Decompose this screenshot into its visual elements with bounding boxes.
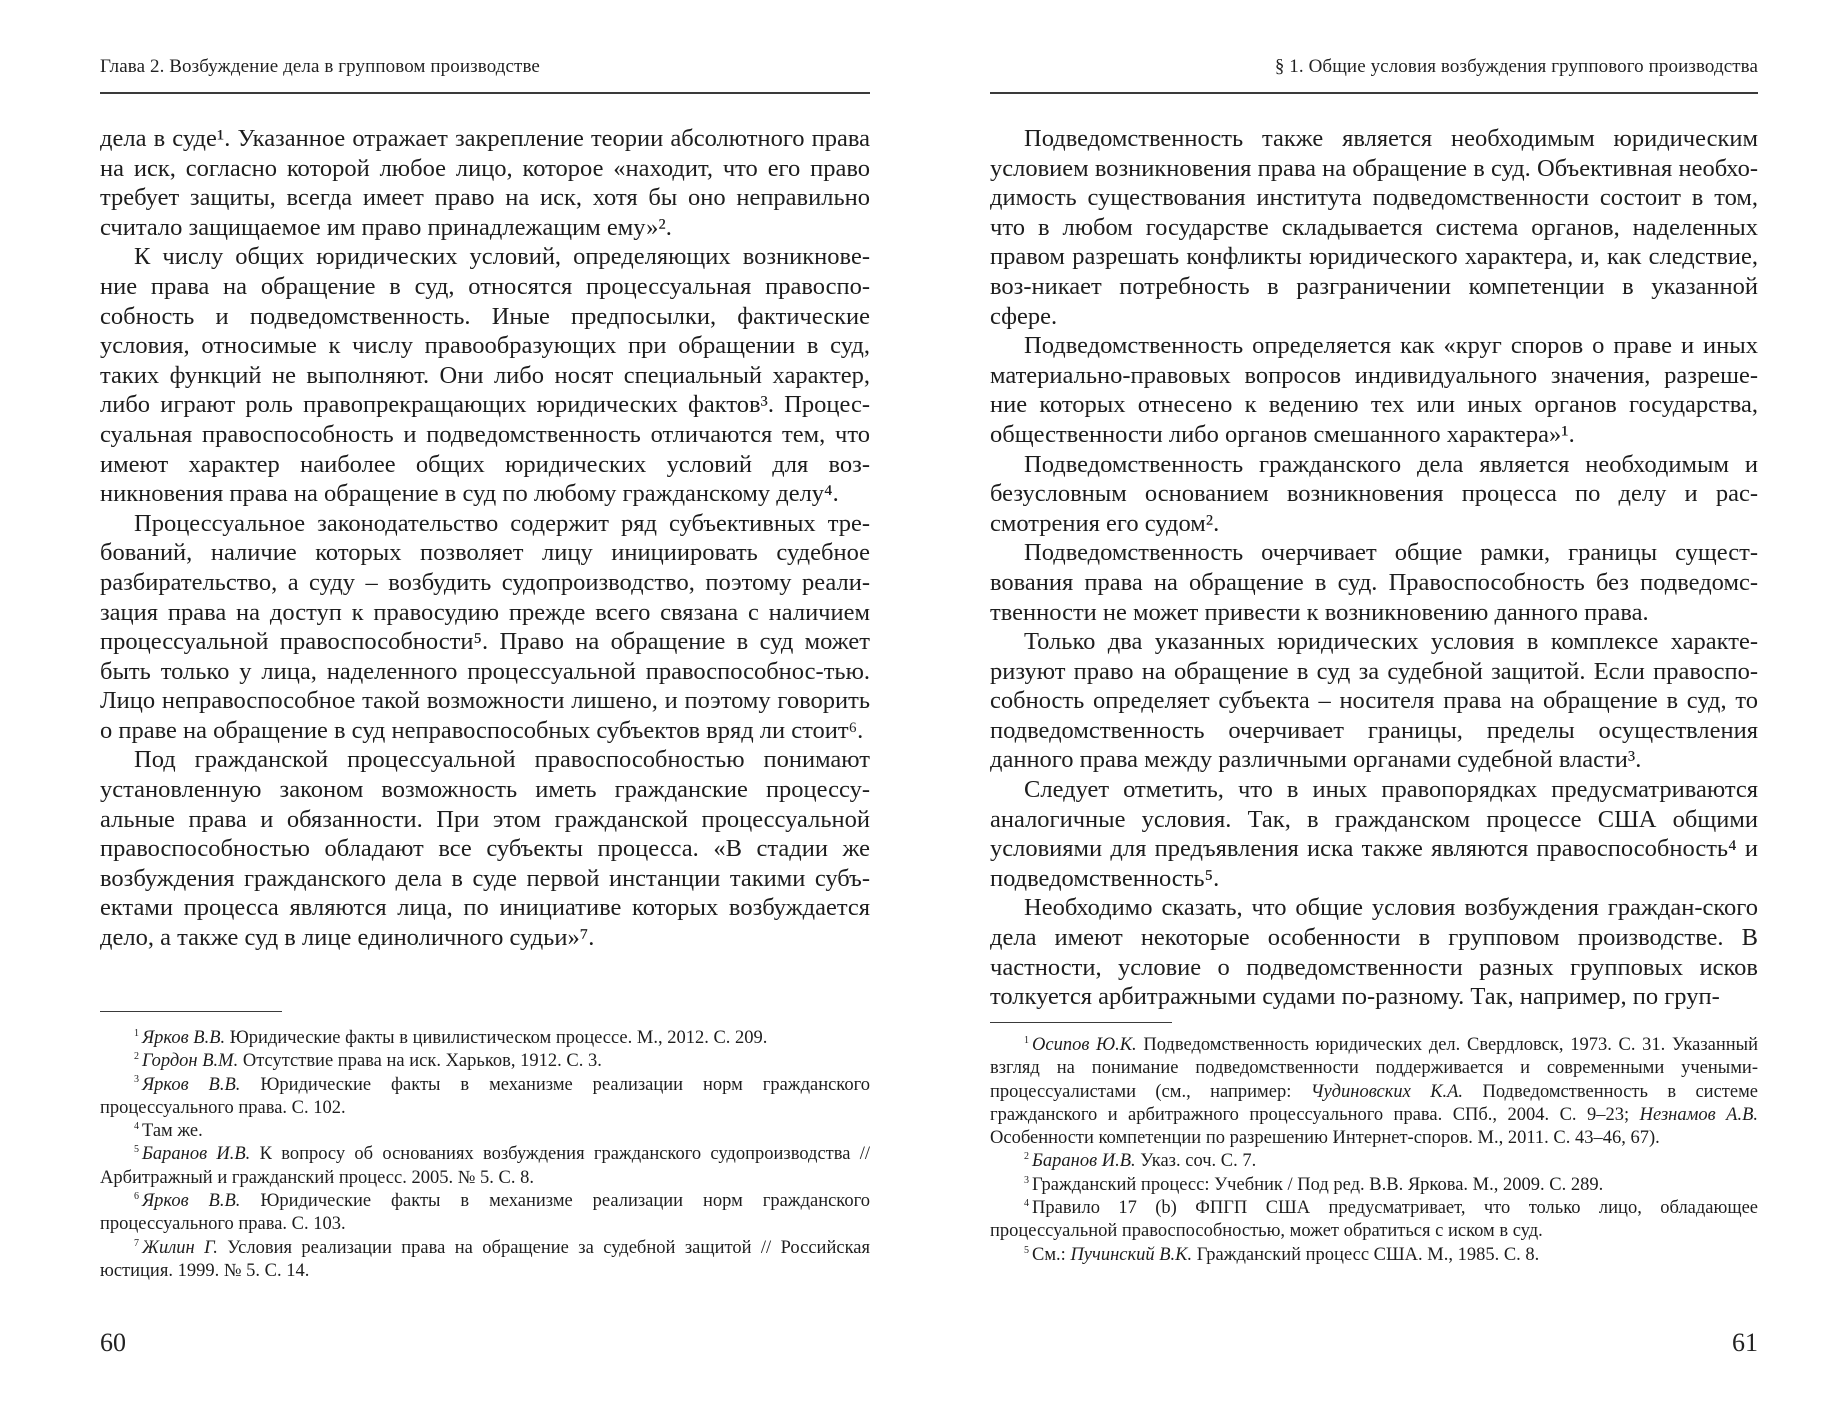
footnote-author: Ярков В.В. (142, 1191, 241, 1212)
footnote-number: 6 (134, 1190, 139, 1202)
text-line: В частности, условие о подведомственности разных групповых исков (990, 924, 1758, 981)
text-line: дела в суде¹. Указанное отражает закрепление теории абсолютного (100, 125, 805, 152)
footnote (100, 1143, 870, 1190)
footnote-text: Юридические факты в механизме реализации норм гражданского процессуального права. С. 102. (100, 1074, 870, 1118)
text-line: никновения права на обращение в суд по любому гражданскому делу⁴. (100, 480, 839, 508)
footnote-author: Ярков В.В. (142, 1028, 226, 1048)
text-line: никает потребность в разграничении компетенции в указанной сфере. (990, 272, 1758, 330)
paragraph (100, 242, 870, 508)
footnote (100, 1190, 870, 1237)
text-line: твенности не может привести к возникновению данного права. (990, 598, 1649, 626)
text-line: процессуальной правоспособности⁵. Право на обращение в суд может (100, 628, 870, 656)
footnote-text: Условия реализации права на обращение за судебной защитой // Российская юстиция. 1999. № 5. С. 14. (100, 1237, 870, 1281)
text-line: ского дела имеют некоторые особенности в групповом производстве. (990, 894, 1758, 952)
text-line: то подведомственность очерчивает границы, пределы осуществления (990, 687, 1759, 744)
footnote-number: 1 (134, 1027, 139, 1039)
right-page-number: 61 (1732, 1328, 1758, 1357)
footnote (100, 1050, 870, 1073)
paragraph (100, 124, 870, 242)
text-line: Следует отметить, что в иных правопорядках предусматриваются (1024, 776, 1758, 804)
text-line: вряд ли стоит⁶. (706, 716, 864, 744)
text-line: Под гражданской процессуальной правоспособностью понимают (134, 746, 870, 774)
paragraph (990, 893, 1758, 1011)
footnote-text: Гражданский процесс США. М., 1985. С. 8. (1192, 1244, 1540, 1265)
right-running-head: § 1. Общие условия возбуждения группового производства (1274, 56, 1758, 77)
footnote-text: Юридические факты в цивилистическом процессе. М., 2012. С. 209. (225, 1028, 768, 1048)
right-head-rule (990, 92, 1758, 94)
left-footnote-rule (100, 1011, 282, 1012)
footnote-author: Осипов Ю.К. (1032, 1035, 1137, 1055)
text-line: тью. Лицо неправоспособное такой возможности лишено, и поэтому (100, 657, 870, 715)
left-running-head: Глава 2. Возбуждение дела в групповом производстве (100, 56, 540, 77)
text-line: разбирательство, а суду – возбудить судопроизводство, поэтому реали- (100, 568, 870, 596)
right-body-text (990, 124, 1758, 1012)
footnote-number: 1 (1024, 1034, 1029, 1046)
text-line: неправильно считало защищаемое им право принадлежащим ему»². (100, 184, 870, 241)
text-line: Необходимо сказать, что общие условия возбуждения граждан- (1024, 894, 1703, 922)
footnote-author: Ярков В.В. (142, 1074, 241, 1095)
text-line: общественности либо органов смешанного характера»¹. (990, 420, 1575, 448)
footnote-author: Гордон В.М. (142, 1051, 239, 1072)
text-line: условия, относимые к числу правообразующих при обращении в суд, (100, 332, 870, 360)
text-line: К числу общих юридических условий, определяющих возникнове- (134, 243, 870, 271)
text-line: смотрения его судом². (990, 509, 1220, 537)
footnote-number: 4 (1024, 1197, 1029, 1209)
footnote-text: К вопросу об основаниях возбуждения гражданского судопроизводства // Арбитражный и гражданский процесс. 2005. № 5. С. 8. (100, 1144, 871, 1188)
text-line: установленную законом возможность иметь гражданские процессу- (100, 776, 870, 804)
text-line: материально-правовых вопросов индивидуального значения, разреше- (990, 361, 1758, 389)
text-line: Подведомственность также является необходимым юридическим (1024, 125, 1758, 152)
text-line: правоспособностью обладают все субъекты процесса. «В стадии же (100, 835, 870, 863)
paragraph (990, 331, 1758, 449)
text-line: и подведомственность⁵. (990, 835, 1758, 892)
text-line: димость существования института подведомственности состоит в том, что (990, 184, 1758, 241)
text-line: данного права между различными органами судебной власти³. (990, 746, 1642, 774)
text-line: разрешать конфликты юридического характера, и, как следствие, воз- (990, 243, 1759, 300)
text-line: толкуется арбитражными судами по-разному. Так, например, по груп- (990, 983, 1720, 1011)
text-line: Подведомственность гражданского дела является необходимым (1024, 450, 1729, 478)
text-line: вования права на обращение в суд. Правоспособность без подведомс- (990, 568, 1758, 596)
footnote-text: Указ. соч. С. 7. (1135, 1151, 1257, 1172)
text-line: Подведомственность очерчивает общие рамки, границы сущест- (1024, 539, 1758, 567)
text-line: в любом государстве складывается система органов, наделенных правом (990, 213, 1759, 271)
text-line: его право требует защиты, всегда имеет право на иск, хотя бы оно (100, 154, 871, 212)
text-line: возбуждения гражданского дела в суде первой инстанции такими субъ- (100, 864, 870, 892)
footnote (100, 1120, 870, 1143)
left-footnotes (100, 1027, 870, 1283)
footnote-number: 5 (1024, 1244, 1029, 1256)
text-line: собность и подведомственность. Иные предпосылки, фактические (100, 302, 870, 330)
footnote-text: Гражданский процесс: Учебник / Под ред. В.В. Яркова. М., 2009. С. 289. (1032, 1174, 1604, 1195)
text-line: Подведомственность определяется как «круг споров о праве и иных (1024, 332, 1758, 360)
footnote-text: Подведомственность юридических дел. Свердловск, 1973. С. 31. Указанный взгляд на понимание подведомственности поддерживается и современными учеными-процессуалистами (см., например: (990, 1035, 1758, 1102)
footnote-number: 2 (1024, 1151, 1029, 1163)
paragraph (990, 627, 1758, 775)
left-head-rule (100, 92, 870, 94)
paragraph (100, 745, 870, 952)
paragraph (990, 124, 1758, 331)
paragraph (990, 538, 1758, 627)
left-page (100, 0, 870, 1424)
right-footnote-rule (990, 1022, 1172, 1023)
text-line: условием возникновения права на обращение в суд. Объективная необхо- (990, 154, 1758, 182)
footnote (990, 1197, 1758, 1244)
footnote (100, 1027, 870, 1050)
footnote (990, 1150, 1758, 1173)
footnote (990, 1034, 1758, 1150)
text-line: условиями для предъявления иска также являются правоспособность⁴ (990, 835, 1737, 863)
text-line: права на иск, согласно которой любое лицо, которое «находит, что (100, 125, 871, 182)
paragraph (990, 450, 1758, 539)
footnote-author: Чудиновских К.А. (1310, 1081, 1464, 1102)
footnote-author: Пучинский В.К. (1070, 1244, 1193, 1265)
footnote-number: 4 (134, 1121, 139, 1133)
text-line: ектами процесса являются лица, по инициативе которых возбуждается (100, 894, 870, 922)
footnote-number: 3 (1024, 1174, 1029, 1186)
text-line: ние права на обращение в суд, относятся процессуальная правоспо- (100, 272, 870, 300)
paragraph (990, 775, 1758, 893)
text-line: Только два указанных юридических условия в комплексе характе- (1024, 628, 1758, 656)
footnote-text: Подведомственность в системе гражданского и арбитражного процессуального права. СПб., 2004. С. 9–23; (990, 1081, 1759, 1125)
text-line: Процессуальное законодательство содержит ряд субъективных тре- (134, 509, 870, 537)
footnote-number: 2 (134, 1051, 139, 1063)
text-line: и безусловным основанием возникновения процесса по делу и рас- (990, 450, 1759, 508)
footnote-author: Незнамов А.В. (1639, 1104, 1758, 1125)
text-line: быть только у лица, наделенного процессуальной правоспособнос- (100, 657, 824, 685)
right-page (990, 0, 1758, 1424)
left-page-number: 60 (100, 1328, 126, 1357)
text-line: ние которых отнесено к ведению тех или иных органов государства, (990, 391, 1758, 419)
footnote (990, 1174, 1758, 1197)
text-line: таких функций не выполняют. Они либо носят специальный характер, (100, 361, 870, 389)
text-line: говорить о праве на обращение в суд неправоспособных субъектов (100, 687, 870, 744)
footnote-author: Баранов И.В. (1032, 1151, 1136, 1172)
paragraph (100, 509, 870, 746)
footnote-number: 5 (134, 1144, 139, 1156)
left-body-text (100, 124, 870, 953)
footnote-author: Жилин Г. (142, 1237, 218, 1258)
text-line: либо играют роль правопрекращающих юридических фактов³. Процес- (100, 391, 870, 419)
right-footnotes (990, 1034, 1758, 1267)
footnote-text: Юридические факты в механизме реализации норм гражданского процессуального права. С. 103. (100, 1191, 870, 1235)
footnote (990, 1244, 1758, 1267)
text-line: дело, а также суд в лице единоличного судьи»⁷. (100, 924, 595, 952)
text-line: альные права и обязанности. При этом гражданской процессуальной (100, 805, 870, 833)
footnote (100, 1237, 870, 1284)
footnote-text: Особенности компетенции по разрешению Интернет-споров. М., 2011. С. 43–46, 67). (990, 1128, 1660, 1149)
footnote-author: Баранов И.В. (142, 1144, 251, 1165)
footnote-text: Там же. (142, 1121, 203, 1142)
footnote-text: Правило 17 (b) ФПГП США предусматривает, что только лицо, обладающее процессуальной правоспособностью, может обратиться с иском в суд. (990, 1198, 1758, 1242)
footnote (100, 1074, 870, 1121)
text-line: что имеют характер наиболее общих юридических условий для воз- (100, 420, 870, 478)
footnote-number: 3 (134, 1074, 139, 1086)
text-line: аналогичные условия. Так, в гражданском процессе США общими (990, 805, 1758, 833)
text-line: собность определяет субъекта – носителя права на обращение в суд, (990, 687, 1727, 715)
text-line: ризуют право на обращение в суд за судебной защитой. Если правоспо- (990, 657, 1758, 685)
text-line: бований, наличие которых позволяет лицу инициировать судебное (100, 539, 870, 567)
footnote-number: 7 (134, 1237, 139, 1249)
footnote-text: Отсутствие права на иск. Харьков, 1912. С. 3. (238, 1051, 602, 1072)
text-line: зация права на доступ к правосудию прежде всего связана с наличием (100, 598, 870, 626)
text-line: суальная правоспособность и подведомственность отличаются тем, (100, 420, 826, 448)
footnote-text: См.: (1032, 1244, 1071, 1265)
